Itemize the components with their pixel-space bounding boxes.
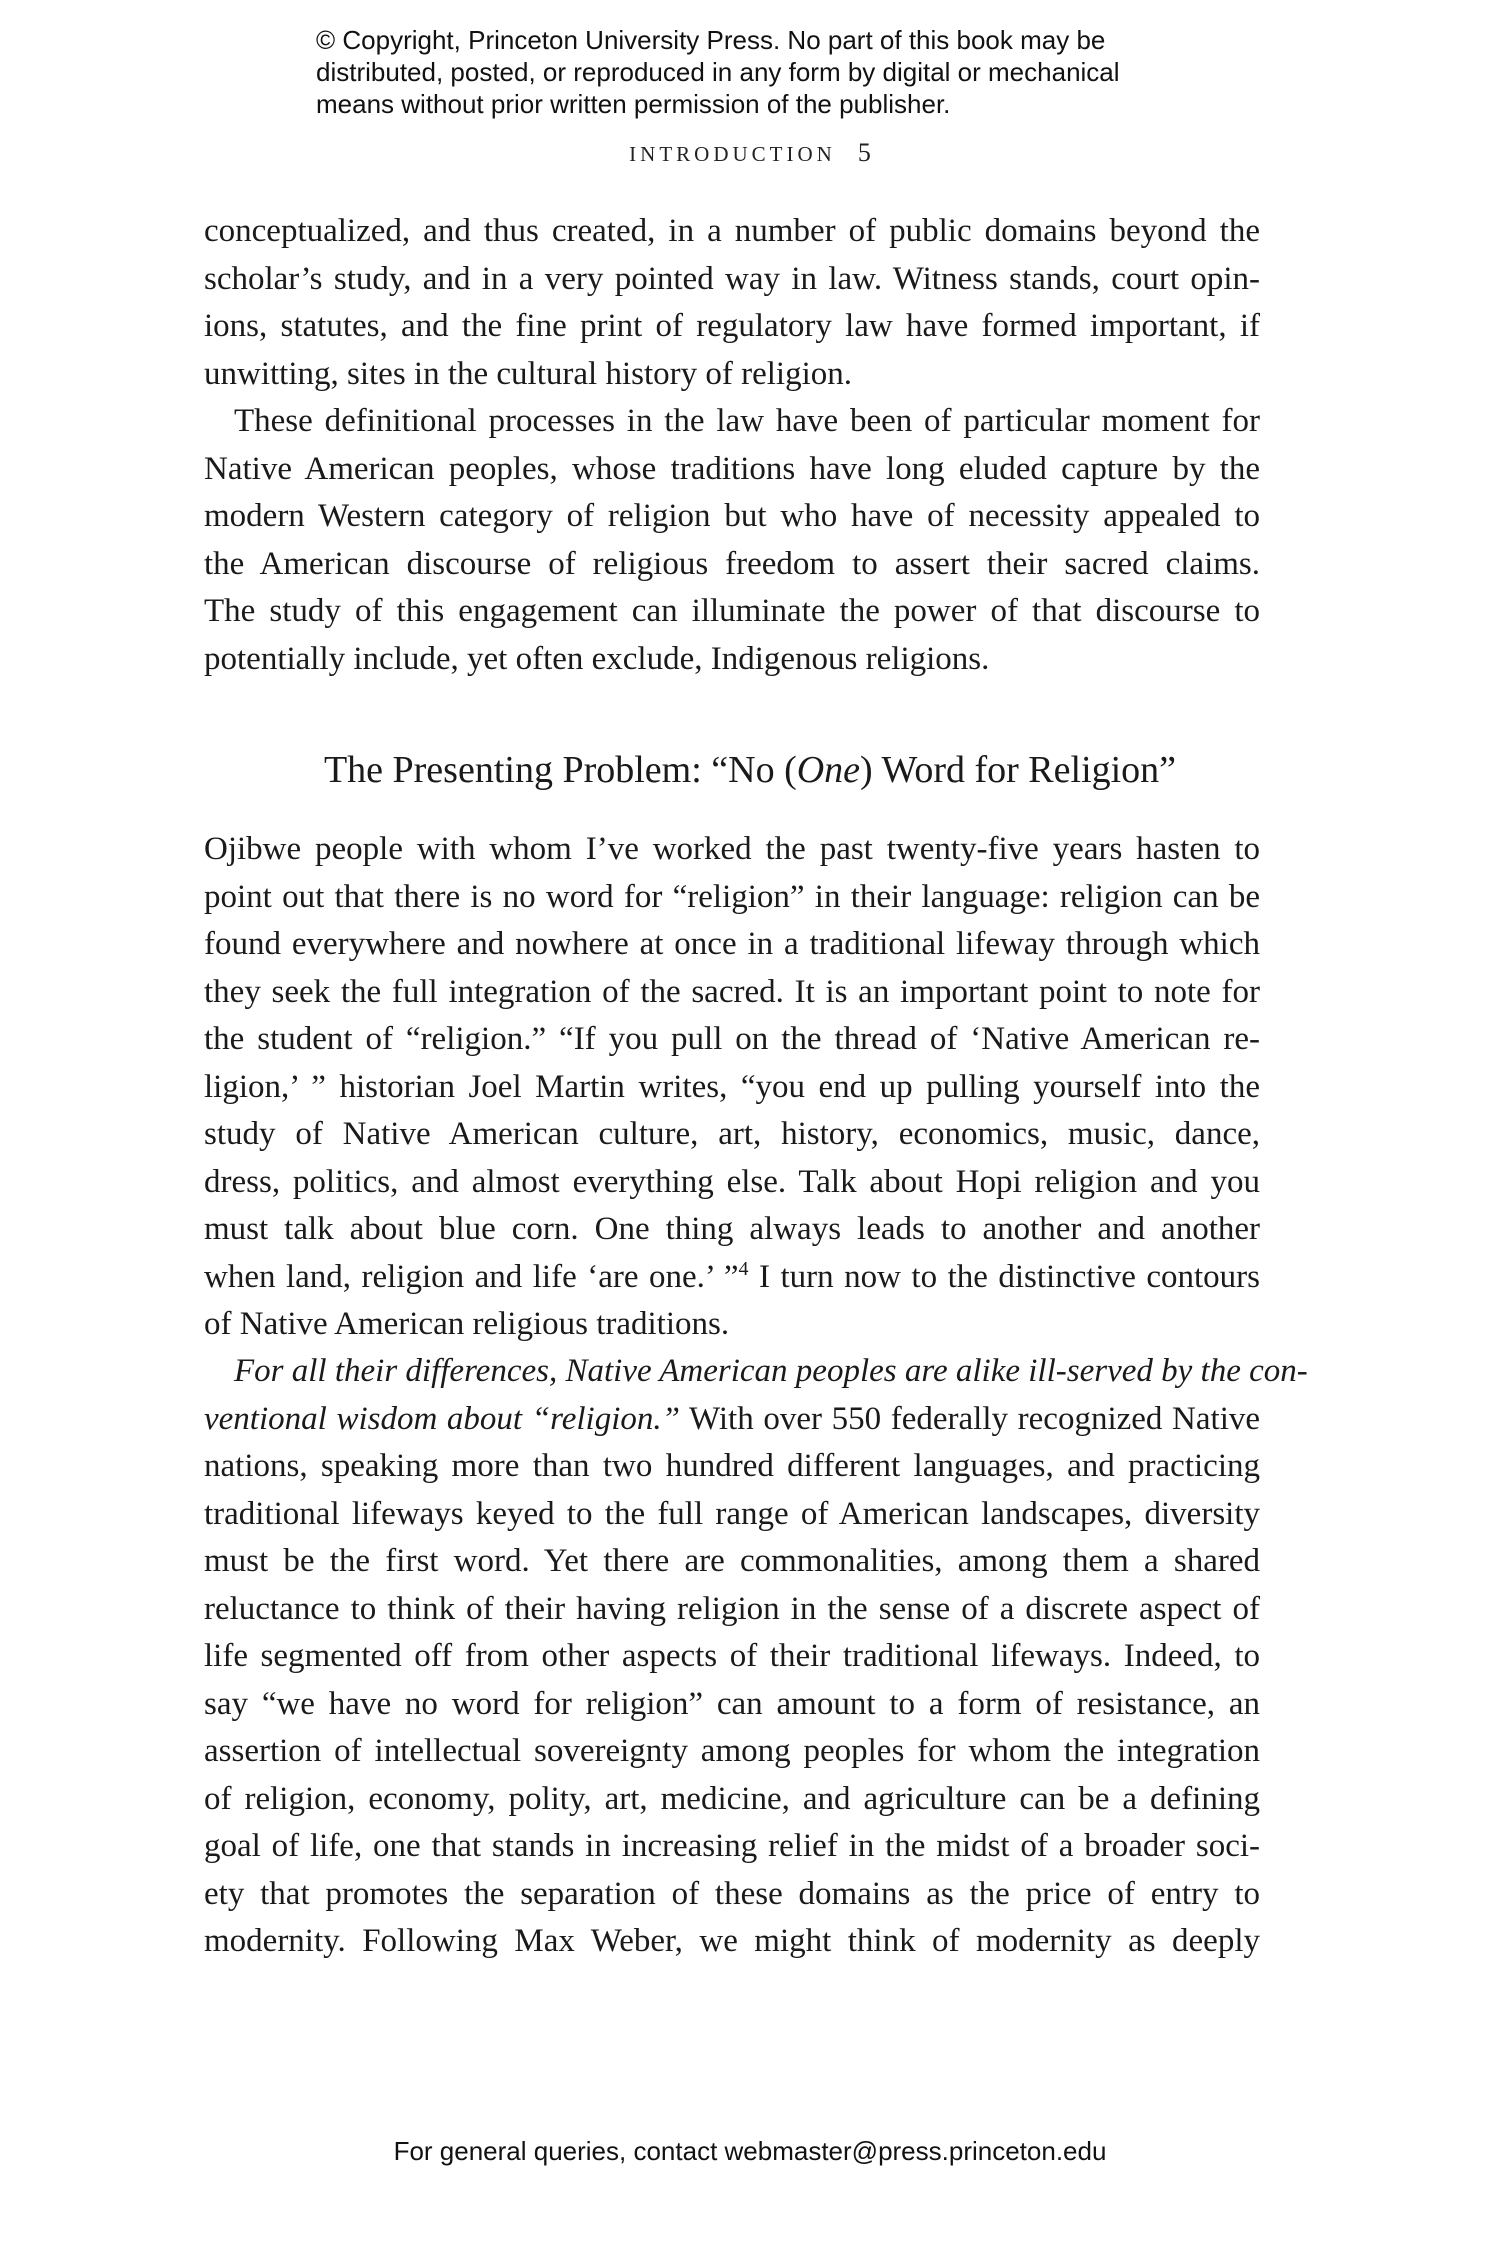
text-line: must be the first word. Yet there are commonalities, among them a shared <box>204 1543 1260 1579</box>
footnote-marker: 4 <box>738 1257 749 1280</box>
italic-segment: ventional wisdom about “religion.” <box>204 1400 680 1437</box>
section-heading-after: ) Word for Religion” <box>860 749 1177 791</box>
text-line: modernity. Following Max Weber, we might think of modernity as deeply <box>204 1923 1260 1959</box>
text-segment: when land, religion and life ‘are one.’ ” <box>204 1258 739 1295</box>
text-line: goal of life, one that stands in increasing relief in the midst of a broader soci- <box>204 1828 1260 1864</box>
section-heading-before: The Presenting Problem: “No ( <box>323 749 797 791</box>
text-line: modern Western category of religion but who have of necessity appealed to <box>204 498 1260 534</box>
text-line: unwitting, sites in the cultural history of religion. <box>204 355 852 392</box>
copyright-line: © Copyright, Princeton University Press. No part of this book may be <box>316 25 1106 55</box>
text-line: For all their differences, Native American peoples are alike ill-served by the con- <box>234 1353 1308 1389</box>
paragraph-1 <box>204 208 1260 398</box>
text-line <box>204 1396 1260 1444</box>
text-line: Ojibwe people with whom I’ve worked the past twenty-five years hasten to <box>204 831 1260 867</box>
text-line: study of Native American culture, art, history, economics, music, dance, <box>204 1116 1260 1152</box>
paragraph-4 <box>204 1348 1308 1966</box>
section-heading-italic: One <box>796 749 861 791</box>
text-line: of Native American religious traditions. <box>204 1306 730 1342</box>
text-line: These definitional processes in the law have been of particular moment for <box>234 403 1260 439</box>
text-line: point out that there is no word for “religion” in their language: religion can be <box>204 878 1260 915</box>
paragraph-2 <box>204 398 1260 683</box>
text-line: nations, speaking more than two hundred different languages, and practicing <box>204 1448 1260 1484</box>
text-line: the student of “religion.” “If you pull on the thread of ‘Native American re- <box>204 1021 1260 1057</box>
text-line: life segmented off from other aspects of their traditional lifeways. Indeed, to <box>204 1638 1260 1674</box>
text-line: the American discourse of religious freedom to assert their sacred claims. <box>204 545 1260 582</box>
running-head <box>0 138 1500 168</box>
text-line: ligion,’ ” historian Joel Martin writes, “you end up pulling yourself into the <box>204 1068 1260 1105</box>
page-number: 5 <box>857 138 871 167</box>
section-heading <box>0 748 1500 792</box>
text-line: must talk about blue corn. One thing always leads to another and another <box>204 1211 1260 1247</box>
copyright-line: means without prior written permission of the publisher. <box>316 89 951 119</box>
text-line: say “we have no word for religion” can amount to a form of resistance, an <box>204 1685 1260 1722</box>
text-line: traditional lifeways keyed to the full range of American landscapes, diversity <box>204 1495 1260 1532</box>
paragraph-3 <box>204 826 1260 1349</box>
text-line: ety that promotes the separation of these domains as the price of entry to <box>204 1875 1260 1912</box>
text-line: potentially include, yet often exclude, Indigenous religions. <box>204 640 990 677</box>
copyright-notice <box>316 24 1276 120</box>
text-line: scholar’s study, and in a very pointed way in law. Witness stands, court opin- <box>204 260 1260 297</box>
text-line: of religion, economy, polity, art, medicine, and agriculture can be a defining <box>204 1780 1260 1817</box>
text-line: dress, politics, and almost everything else. Talk about Hopi religion and you <box>204 1163 1260 1200</box>
copyright-line: distributed, posted, or reproduced in any form by digital or mechanical <box>316 57 1120 87</box>
text-line: Native American peoples, whose traditions have long eluded capture by the <box>204 450 1260 487</box>
text-line: The study of this engagement can illuminate the power of that discourse to <box>204 593 1260 629</box>
text-line: reluctance to think of their having religion in the sense of a discrete aspect of <box>204 1590 1260 1627</box>
running-head-section: INTRODUCTION <box>629 142 836 166</box>
text-line: ions, statutes, and the fine print of regulatory law have formed important, if <box>204 308 1260 344</box>
footer-contact: For general queries, contact webmaster@press.princeton.edu <box>393 2136 1107 2166</box>
text-line <box>204 1254 1260 1302</box>
text-line: found everywhere and nowhere at once in a traditional lifeway through which <box>204 926 1260 962</box>
text-line: conceptualized, and thus created, in a number of public domains beyond the <box>204 213 1260 249</box>
text-segment: With over 550 federally recognized Native <box>679 1400 1261 1437</box>
text-line: assertion of intellectual sovereignty among peoples for whom the integration <box>204 1733 1260 1769</box>
text-segment: I turn now to the distinctive contours <box>748 1258 1260 1295</box>
text-line: they seek the full integration of the sacred. It is an important point to note for <box>204 973 1260 1010</box>
